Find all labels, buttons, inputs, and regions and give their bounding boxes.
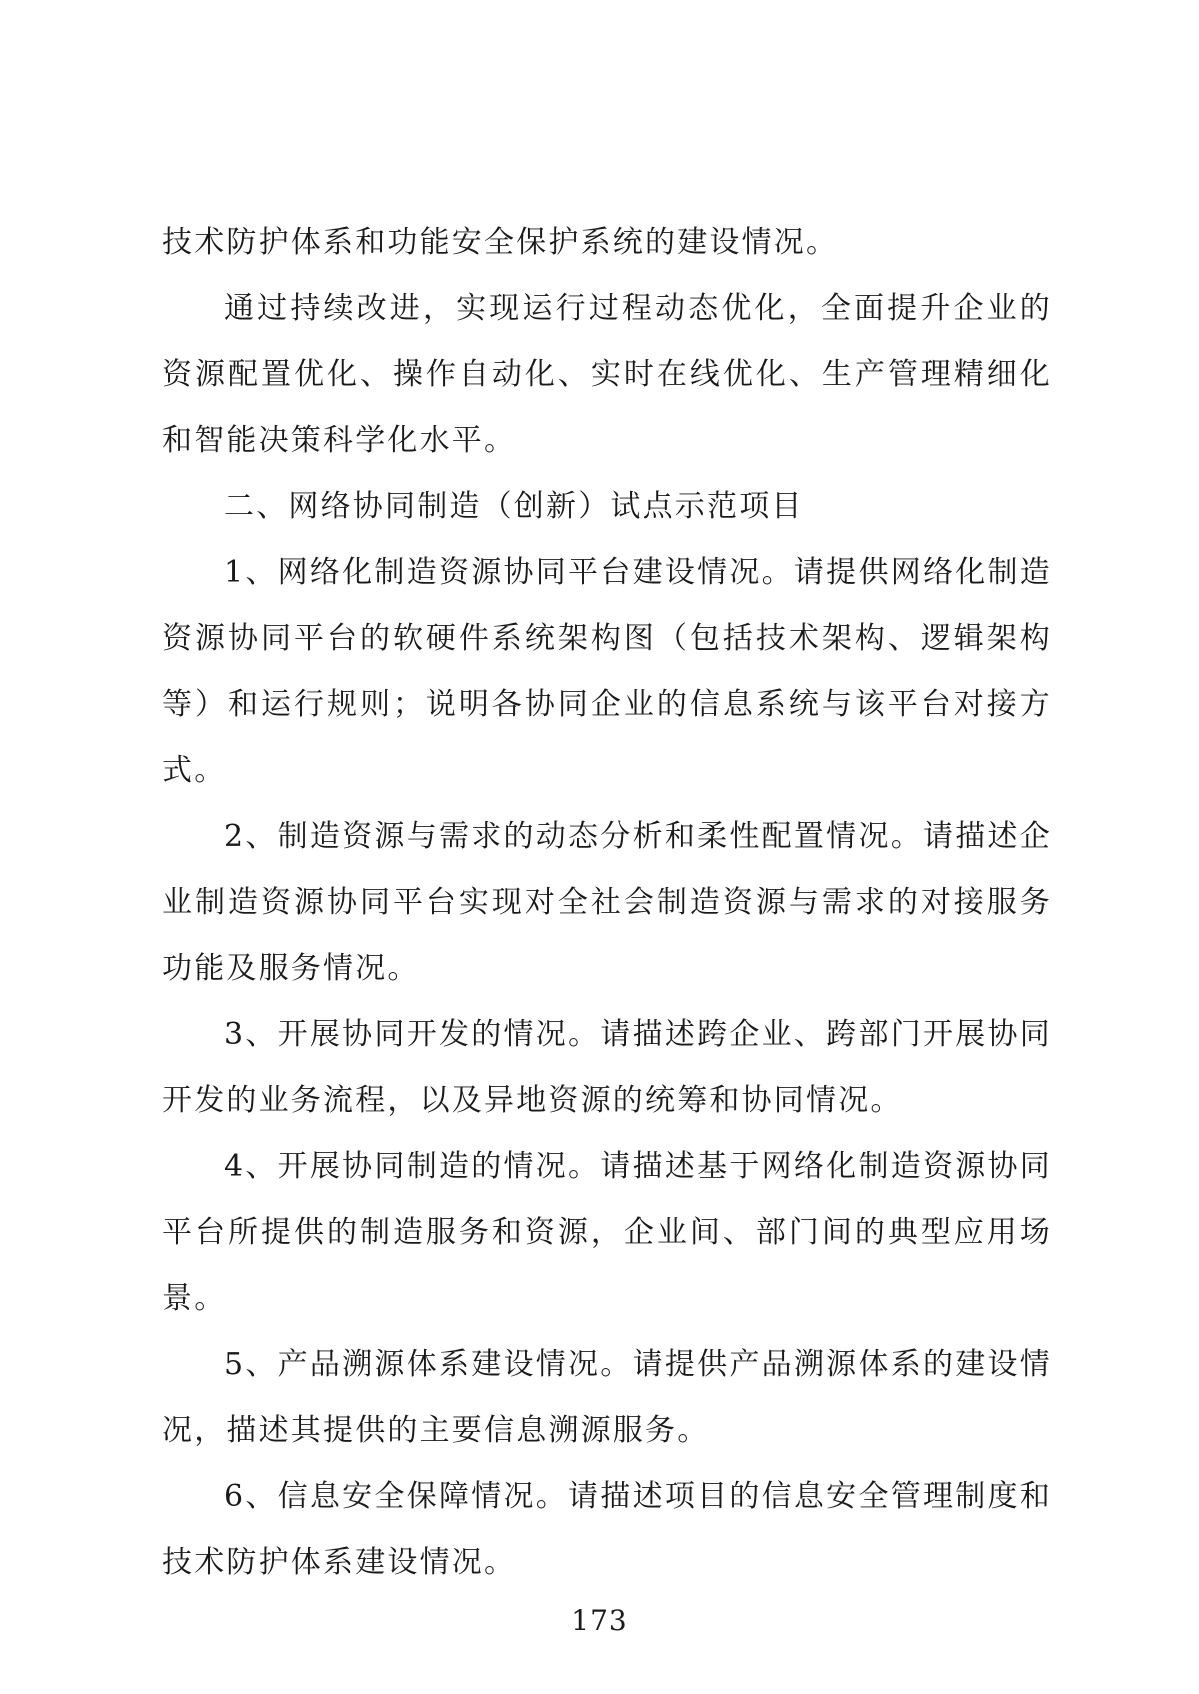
paragraph-continuation: 技术防护体系和功能安全保护系统的建设情况。 (162, 225, 839, 260)
document-body (162, 210, 1052, 1596)
list-item-1: 1、网络化制造资源协同平台建设情况。请提供网络化制造资源协同平台的软硬件系统架构图（包括技术架构、逻辑架构等）和运行规则；说明各协同企业的信息系统与该平台对接方式。 (162, 555, 1052, 788)
list-item-6: 6、信息安全保障情况。请描述项目的信息安全管理制度和技术防护体系建设情况。 (162, 1479, 1052, 1580)
page-number: 173 (571, 1604, 628, 1637)
section-heading-network-collaborative-manufacturing: 二、网络协同制造（创新）试点示范项目 (224, 489, 804, 524)
list-item-5: 5、产品溯源体系建设情况。请提供产品溯源体系的建设情况，描述其提供的主要信息溯源服务。 (162, 1347, 1052, 1448)
list-item-4: 4、开展协同制造的情况。请描述基于网络化制造资源协同平台所提供的制造服务和资源，企业间、部门间的典型应用场景。 (162, 1149, 1052, 1316)
paragraph-optimization: 通过持续改进，实现运行过程动态优化，全面提升企业的资源配置优化、操作自动化、实时在线优化、生产管理精细化和智能决策科学化水平。 (162, 291, 1052, 458)
list-item-3: 3、开展协同开发的情况。请描述跨企业、跨部门开展协同开发的业务流程，以及异地资源的统筹和协同情况。 (162, 1017, 1052, 1118)
list-item-2: 2、制造资源与需求的动态分析和柔性配置情况。请描述企业制造资源协同平台实现对全社会制造资源与需求的对接服务功能及服务情况。 (162, 819, 1052, 986)
